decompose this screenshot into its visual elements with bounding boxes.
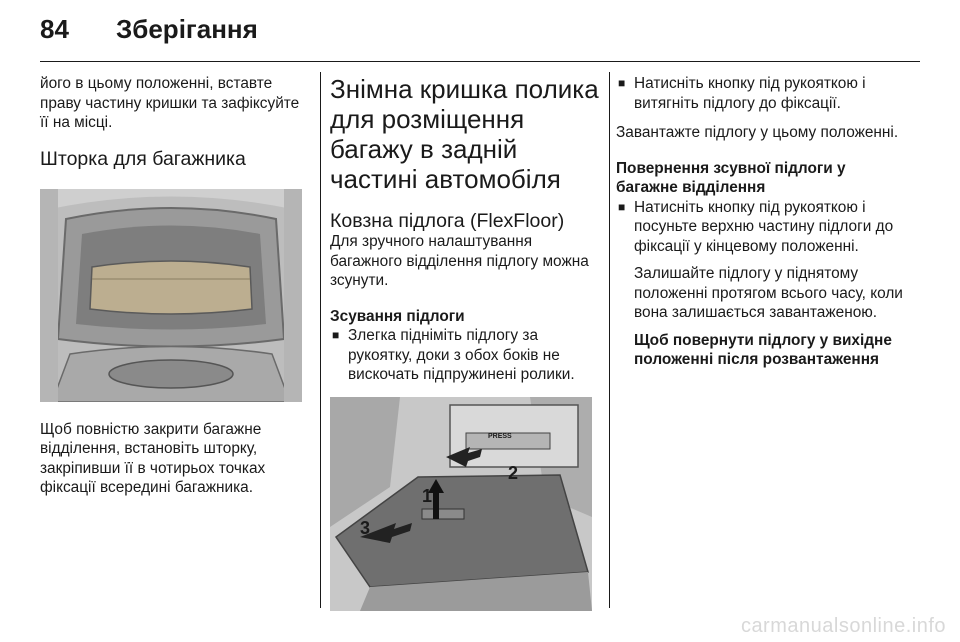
keep-raised-paragraph: Залишайте підлогу у піднятому положенні протягом всього часу, коли вона залишається завантаженою. (634, 265, 903, 321)
flexfloor-intro: Для зручного налаштування багажного відділення підлогу можна зсунути. (330, 233, 589, 289)
press-button-label: PRESS (488, 432, 512, 440)
intro-paragraph: його в цьому положенні, вставте праву частину кришки та зафіксуйте її на місці. (40, 75, 300, 131)
header-rule (40, 61, 920, 62)
figure-label-2: 2 (508, 462, 519, 483)
watermark: carmanualsonline.info (740, 615, 946, 637)
load-floor-paragraph: Завантажте підлогу у цьому положенні. (616, 124, 899, 141)
shift-floor-title: Зсування підлоги (330, 307, 465, 325)
bullet-square-icon: ■ (332, 328, 340, 342)
list-item-text: Натисніть кнопку під рукояткою і витягніть підлогу до фіксації. (634, 75, 866, 112)
list-item-text: Натисніть кнопку під рукояткою і посуньте верхню частину підлоги до фіксації у кінцевому положенні. (634, 198, 894, 255)
list-item (616, 74, 908, 113)
luggage-cover-illustration (40, 189, 302, 402)
flexfloor-illustration (330, 397, 592, 611)
figure-label-3: 3 (360, 517, 371, 538)
column-divider-2 (609, 72, 610, 608)
list-item (616, 198, 908, 257)
pull-floor-list (616, 74, 908, 113)
luggage-cover-drawing (40, 189, 302, 402)
column-divider-1 (320, 72, 321, 608)
section-title-luggage-cover: Шторка для багажника (40, 147, 246, 170)
column-3 (616, 74, 908, 370)
return-floor-list (616, 198, 908, 257)
figure-label-1: 1 (422, 485, 433, 506)
column-1 (40, 74, 310, 498)
flexfloor-subheading: Ковзна підлога (FlexFloor) (330, 210, 565, 232)
page-number: 84 (40, 14, 69, 44)
luggage-cover-caption: Щоб повністю закрити багажне відділення, встановіть шторку, закріпивши її в чотирьох точках фіксації всередині багажника. (40, 420, 266, 496)
column-2 (330, 74, 602, 611)
bullet-square-icon: ■ (618, 199, 626, 214)
page-title: Зберігання (116, 14, 258, 44)
flexfloor-drawing (330, 397, 592, 611)
list-item (330, 326, 602, 385)
return-after-unload-heading: Щоб повернути підлогу у вихідне положенні після розвантаження (634, 331, 892, 368)
list-item-text: Злегка підніміть підлогу за рукоятку, доки з обох боків не вискочать підпружинені ролики. (348, 327, 575, 383)
section-heading: Знімна кришка полика для розміщення багажу в задній частині автомобіля (330, 74, 599, 194)
bullet-square-icon: ■ (618, 76, 626, 90)
return-floor-title: Повернення зсувної підлоги у багажне відділення (616, 159, 846, 196)
shift-floor-list (330, 326, 602, 385)
